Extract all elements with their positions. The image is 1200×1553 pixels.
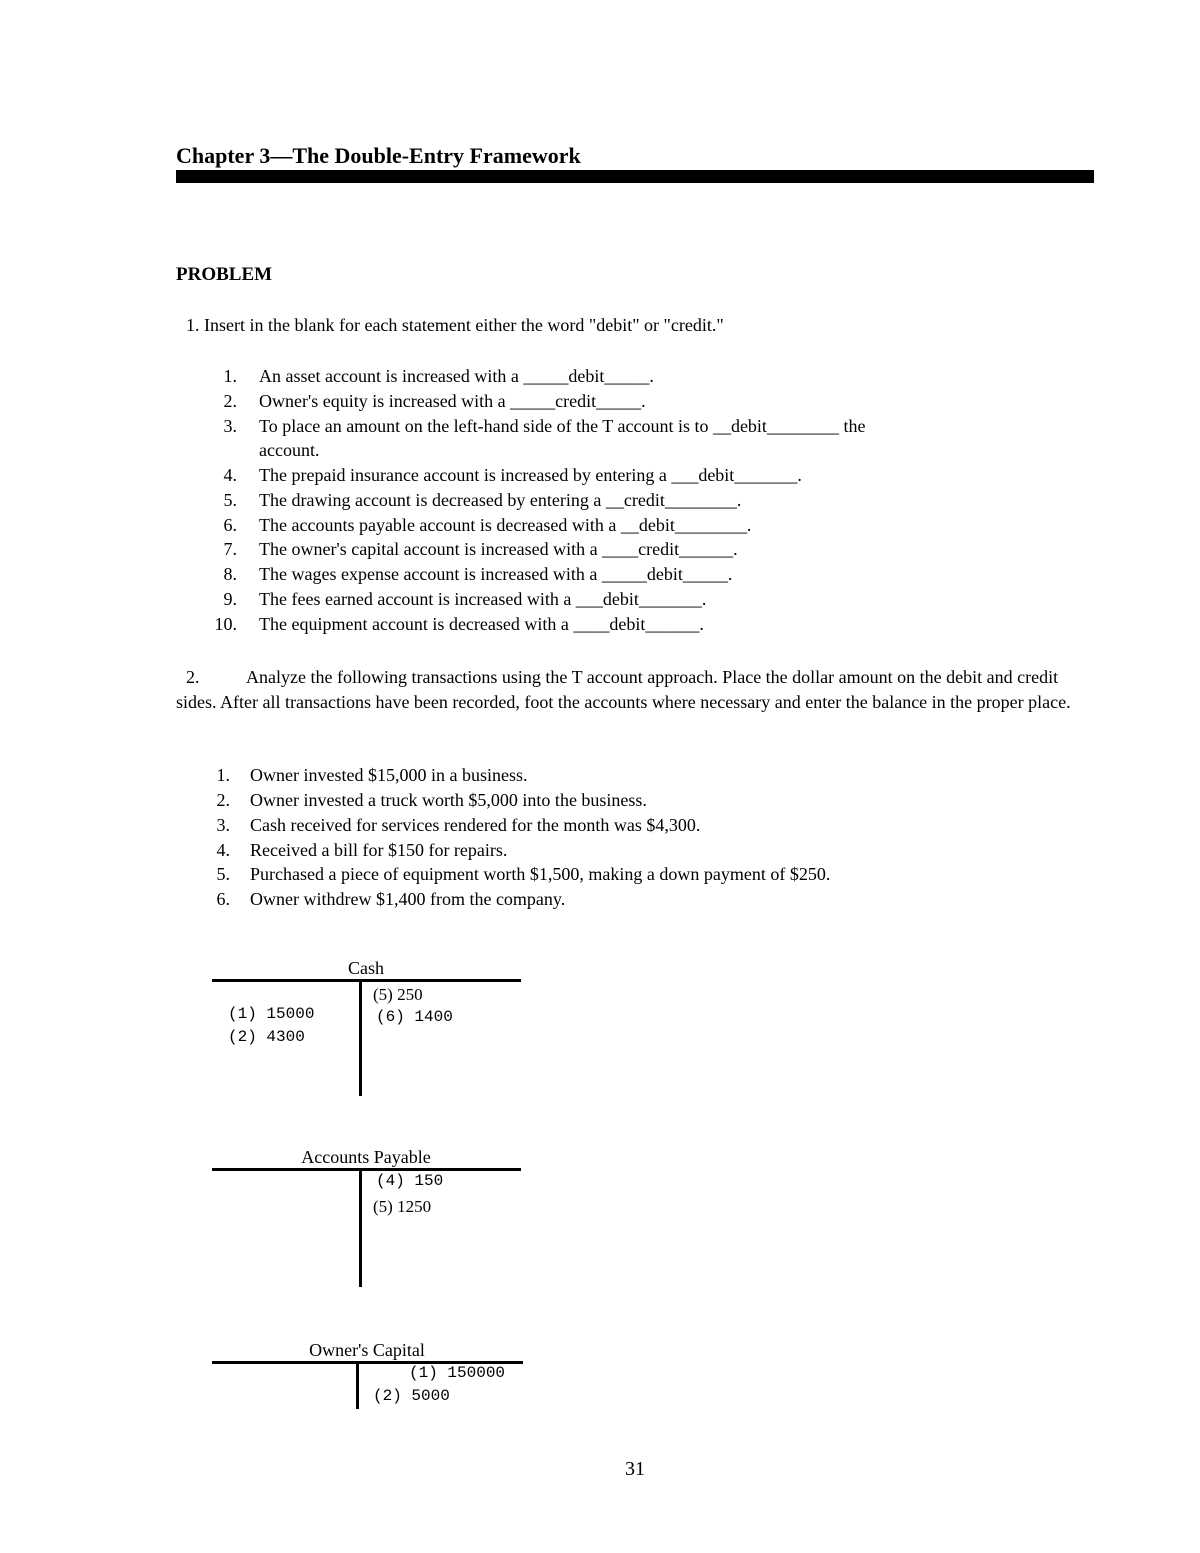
item-text: To place an amount on the left-hand side of the T account is to __debit________ the — [259, 416, 866, 436]
problem2-number: 2. — [186, 667, 200, 687]
item-number: 3. — [223, 416, 237, 436]
item-text: Owner withdrew $1,400 from the company. — [250, 889, 566, 909]
problem2-intro-text: Analyze the following transactions using the T account approach. Place the dollar amount on the debit and credit sides. After all transactions have been recorded, foot the accounts where necessary and enter the balance in the proper place. — [176, 667, 1071, 712]
item-text: The prepaid insurance account is increased by entering a ___debit_______. — [259, 465, 802, 485]
credit-entry: (2) 5000 — [373, 1387, 450, 1405]
credit-entry: (5) 250 — [373, 985, 423, 1004]
credit-entry: (5) 1250 — [373, 1197, 432, 1216]
title-rule — [176, 170, 1094, 183]
item-text: Cash received for services rendered for the month was $4,300. — [250, 815, 701, 835]
item-number: 6. — [223, 515, 237, 535]
item-number: 2. — [223, 391, 237, 411]
debit-entry: (1) 15000 — [228, 1005, 315, 1023]
item-text: The owner's capital account is increased with a ____credit______. — [259, 539, 738, 559]
t-account-title: Accounts Payable — [301, 1147, 431, 1167]
item-text: account. — [259, 440, 320, 460]
t-account-horizontal-line — [212, 1168, 521, 1171]
t-account-vertical-line — [359, 1168, 362, 1287]
credit-entry: (4) 150 — [376, 1172, 444, 1190]
credit-entry: (1) 150000 — [409, 1364, 506, 1382]
item-number: 2. — [216, 790, 230, 810]
item-text: The equipment account is decreased with a ____debit______. — [259, 614, 704, 634]
item-number: 5. — [216, 864, 230, 884]
item-text: Owner invested $15,000 in a business. — [250, 765, 528, 785]
item-text: The drawing account is decreased by entering a __credit________. — [259, 490, 742, 510]
item-number: 4. — [223, 465, 237, 485]
t-account-vertical-line — [359, 979, 362, 1096]
page-number: 31 — [625, 1458, 645, 1480]
problem1-intro: 1. Insert in the blank for each statement either the word "debit" or "credit." — [186, 315, 724, 335]
credit-entry: (6) 1400 — [376, 1008, 453, 1026]
item-number: 8. — [223, 564, 237, 584]
section-heading: PROBLEM — [176, 264, 273, 285]
t-account-title: Owner's Capital — [309, 1340, 425, 1360]
item-text: Owner invested a truck worth $5,000 into the business. — [250, 790, 647, 810]
item-text: Owner's equity is increased with a _____credit_____. — [259, 391, 646, 411]
item-number: 4. — [216, 840, 230, 860]
item-number: 10. — [214, 614, 237, 634]
t-account-horizontal-line — [212, 979, 521, 982]
t-account-title: Cash — [348, 958, 384, 978]
item-text: The wages expense account is increased with a _____debit_____. — [259, 564, 733, 584]
item-number: 9. — [223, 589, 237, 609]
item-number: 5. — [223, 490, 237, 510]
item-number: 6. — [216, 889, 230, 909]
item-number: 1. — [216, 765, 230, 785]
item-text: Received a bill for $150 for repairs. — [250, 840, 508, 860]
item-text: The fees earned account is increased with a ___debit_______. — [259, 589, 707, 609]
item-text: Purchased a piece of equipment worth $1,500, making a down payment of $250. — [250, 864, 831, 884]
problem2-intro — [176, 665, 1096, 715]
debit-entry: (2) 4300 — [228, 1028, 305, 1046]
item-number: 7. — [223, 539, 237, 559]
chapter-title: Chapter 3—The Double-Entry Framework — [176, 143, 581, 168]
item-number: 1. — [223, 366, 237, 386]
item-text: An asset account is increased with a _____debit_____. — [259, 366, 654, 386]
item-number: 3. — [216, 815, 230, 835]
t-account-vertical-line — [356, 1361, 359, 1409]
item-text: The accounts payable account is decreased with a __debit________. — [259, 515, 752, 535]
